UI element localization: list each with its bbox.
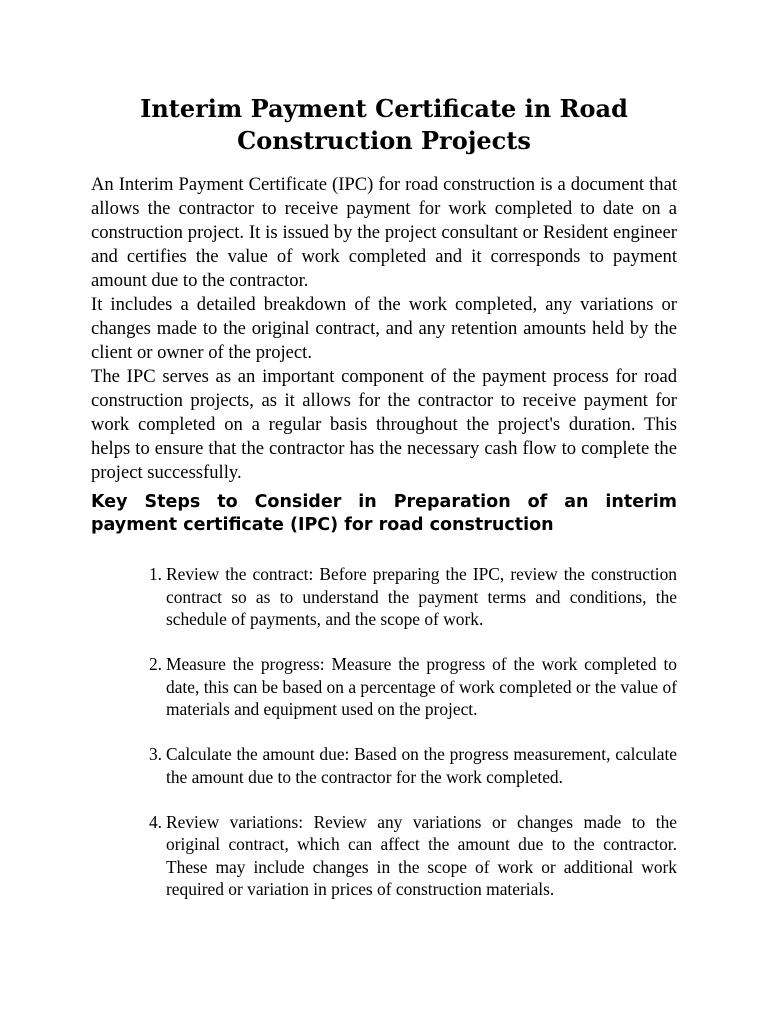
- purpose-paragraph: The IPC serves as an important component of the payment process for road construction projects, as it allows for the contractor to receive payment for work completed on a regular basis throughout the project's duration. This helps to ensure that the contractor has the necessary cash flow to complete the project successfully.: [91, 366, 677, 483]
- list-item-text: Measure the progress: Measure the progress of the work completed to date, this can be based on a percentage of work completed or the value of materials and equipment used on the project.: [166, 654, 677, 719]
- intro-paragraph: An Interim Payment Certificate (IPC) for road construction is a document that allows the contractor to receive payment for work completed to date on a construction project. It is issued by the project consultant or Resident engineer and certifies the value of work completed and it corresponds to payment amount due to the contractor.: [91, 174, 677, 291]
- key-steps-heading: Key Steps to Consider in Preparation of an interim payment certificate (IPC) for road construction: [91, 492, 677, 535]
- list-item: [148, 653, 677, 721]
- breakdown-paragraph: It includes a detailed breakdown of the work completed, any variations or changes made to the original contract, and any retention amounts held by the client or owner of the project.: [91, 294, 677, 363]
- list-item-number: 3.: [148, 744, 162, 764]
- list-item-number: 2.: [148, 654, 162, 674]
- list-item: [148, 811, 677, 901]
- document-title: Interim Payment Certificate in Road Construction Projects: [140, 94, 628, 155]
- list-item-text: Calculate the amount due: Based on the progress measurement, calculate the amount due to the contractor for the work completed.: [166, 744, 677, 787]
- key-steps-list: [91, 563, 677, 901]
- list-item-number: 1.: [148, 564, 162, 584]
- list-item: [148, 563, 677, 631]
- list-item-text: Review variations: Review any variations or changes made to the original contract, which can affect the amount due to the contractor. These may include changes in the scope of work or additional work required or variation in prices of construction materials.: [166, 811, 677, 899]
- list-item: [148, 743, 677, 788]
- list-item-text: Review the contract: Before preparing the IPC, review the construction contract so as to understand the payment terms and conditions, the schedule of payments, and the scope of work.: [166, 564, 677, 629]
- document-page: [91, 93, 677, 923]
- list-item-number: 4.: [148, 811, 162, 832]
